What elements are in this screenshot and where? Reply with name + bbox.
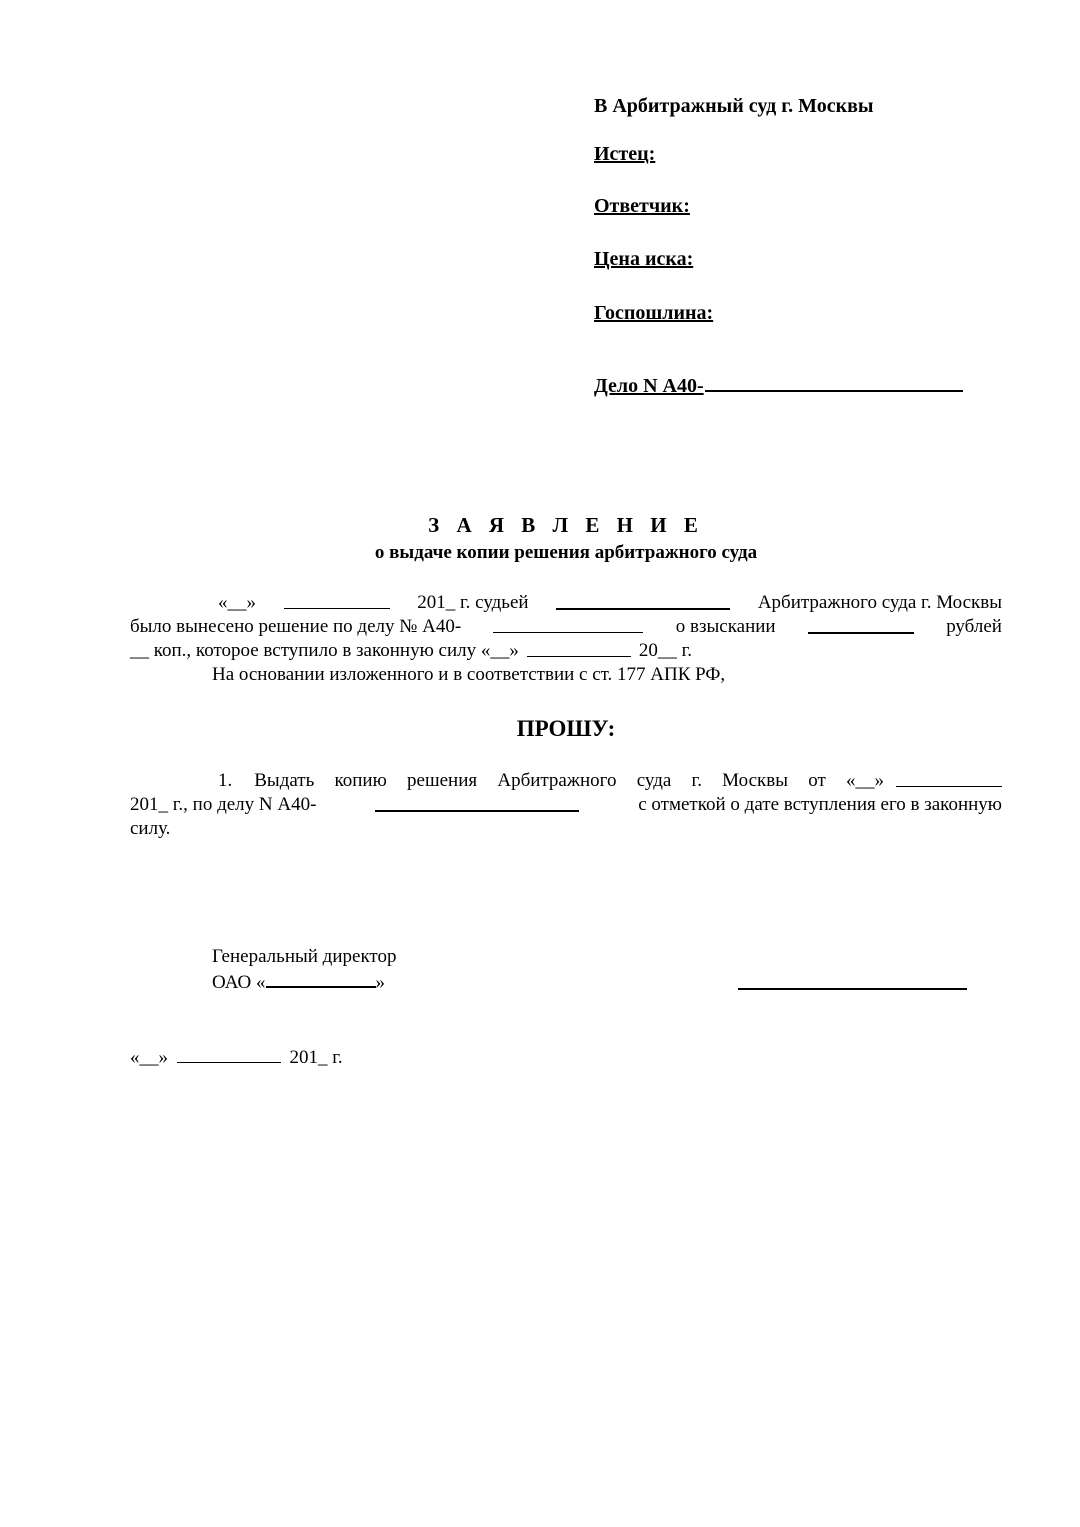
org-suffix: » <box>375 972 386 993</box>
request-month-blank <box>896 769 1002 787</box>
request-text-2b: с отметкой о дате вступления его в законную <box>638 794 1002 815</box>
case-number-label: Дело N А40- <box>594 375 704 397</box>
case-number-blank <box>705 374 963 392</box>
signatory-position: Генеральный директор <box>212 946 397 967</box>
effective-year-text: 20__ г. <box>638 640 693 661</box>
rubles-text: рублей <box>946 616 1002 637</box>
statement-line-3 <box>130 639 1002 663</box>
plaintiff-label: Истец: <box>594 143 656 165</box>
statement-line-1 <box>130 591 1002 615</box>
signature-line <box>738 988 967 990</box>
case-blank <box>493 615 643 633</box>
date-month-blank <box>177 1045 281 1063</box>
year-judge-text: 201_ г. судьей <box>417 592 529 613</box>
date-open: «__» <box>218 592 256 613</box>
request-heading: ПРОШУ: <box>516 716 616 741</box>
kopecks-text: __ коп., которое вступило в законную силу «__» <box>130 640 519 661</box>
request-item <box>130 769 1002 841</box>
case-number-field <box>594 374 963 398</box>
recovery-text: о взыскании <box>675 616 776 637</box>
item-number: 1. <box>218 770 233 791</box>
document-date <box>130 1045 343 1070</box>
basis-text: На основании изложенного и в соответствии с ст. 177 АПК РФ, <box>212 664 726 685</box>
defendant-label: Ответчик: <box>594 195 690 217</box>
document-title: З А Я В Л Е Н И Е <box>428 513 704 537</box>
org-prefix: ОАО « <box>212 972 266 993</box>
signatory-organization <box>212 969 396 995</box>
statement-line-2 <box>130 615 1002 639</box>
date-year: 201_ г. <box>289 1047 343 1068</box>
court-text: Арбитражного суда г. Москвы <box>757 592 1002 613</box>
request-line-2 <box>130 793 1002 817</box>
document-subtitle: о выдаче копии решения арбитражного суда <box>374 542 758 563</box>
court-name: В Арбитражный суд г. Москвы <box>594 95 874 117</box>
judge-blank <box>556 591 730 610</box>
amount-blank <box>808 615 914 634</box>
statement-line-4 <box>130 663 1002 687</box>
state-fee-label: Госпошлина: <box>594 302 714 324</box>
request-line-3 <box>130 817 1002 841</box>
statement-paragraph <box>130 591 1002 687</box>
month-blank <box>284 591 390 609</box>
org-name-blank <box>266 969 376 988</box>
date-day: «__» <box>130 1047 168 1068</box>
signatory-block <box>212 944 396 995</box>
request-case-blank <box>375 793 579 812</box>
request-text-3: силу. <box>130 818 171 839</box>
claim-price-label: Цена иска: <box>594 248 694 270</box>
effective-month-blank <box>527 639 631 657</box>
decision-text: было вынесено решение по делу № А40- <box>130 616 462 637</box>
request-text-2a: 201_ г., по делу N А40- <box>130 794 317 815</box>
request-text-1: Выдать копию решения Арбитражного суда г. Москвы от «__» <box>254 770 884 791</box>
request-line-1 <box>130 769 1002 793</box>
